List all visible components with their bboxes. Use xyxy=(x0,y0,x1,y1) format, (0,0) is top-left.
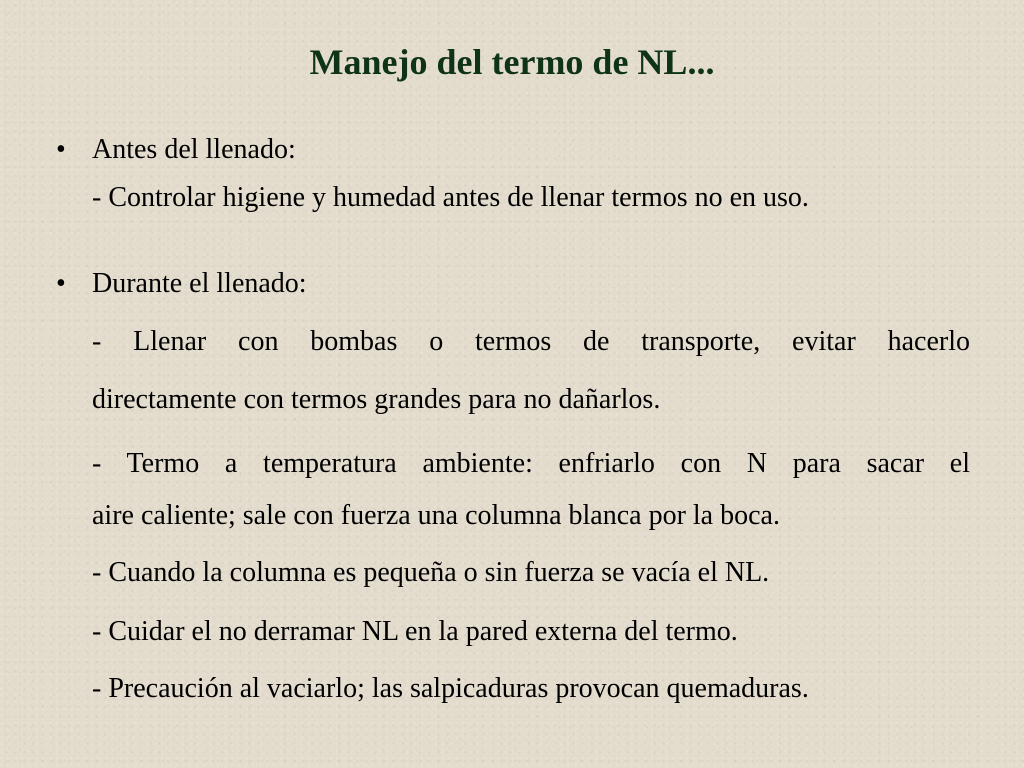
section-line: directamente con termos grandes para no dañarlos. xyxy=(92,384,661,415)
section-line: - Precaución al vaciarlo; las salpicaduras provocan quemaduras. xyxy=(92,673,809,704)
section-line: - Cuando la columna es pequeña o sin fuerza se vacía el NL. xyxy=(92,557,770,588)
bullet-icon: • xyxy=(56,134,66,165)
section-line: - Llenar con bombas o termos de transporte, evitar hacerlo xyxy=(92,326,970,357)
section-line: - Termo a temperatura ambiente: enfriarlo con N para sacar el xyxy=(92,448,970,479)
section-line: - Cuidar el no derramar NL en la pared externa del termo. xyxy=(92,616,738,647)
section-heading-durante: Durante el llenado: xyxy=(92,268,307,299)
bullet-icon: • xyxy=(56,268,66,299)
slide-title: Manejo del termo de NL... xyxy=(309,42,715,82)
section-heading-antes: Antes del llenado: xyxy=(92,134,296,165)
section-line: aire caliente; sale con fuerza una columna blanca por la boca. xyxy=(92,500,780,531)
section-line: - Controlar higiene y humedad antes de llenar termos no en uso. xyxy=(92,182,809,213)
